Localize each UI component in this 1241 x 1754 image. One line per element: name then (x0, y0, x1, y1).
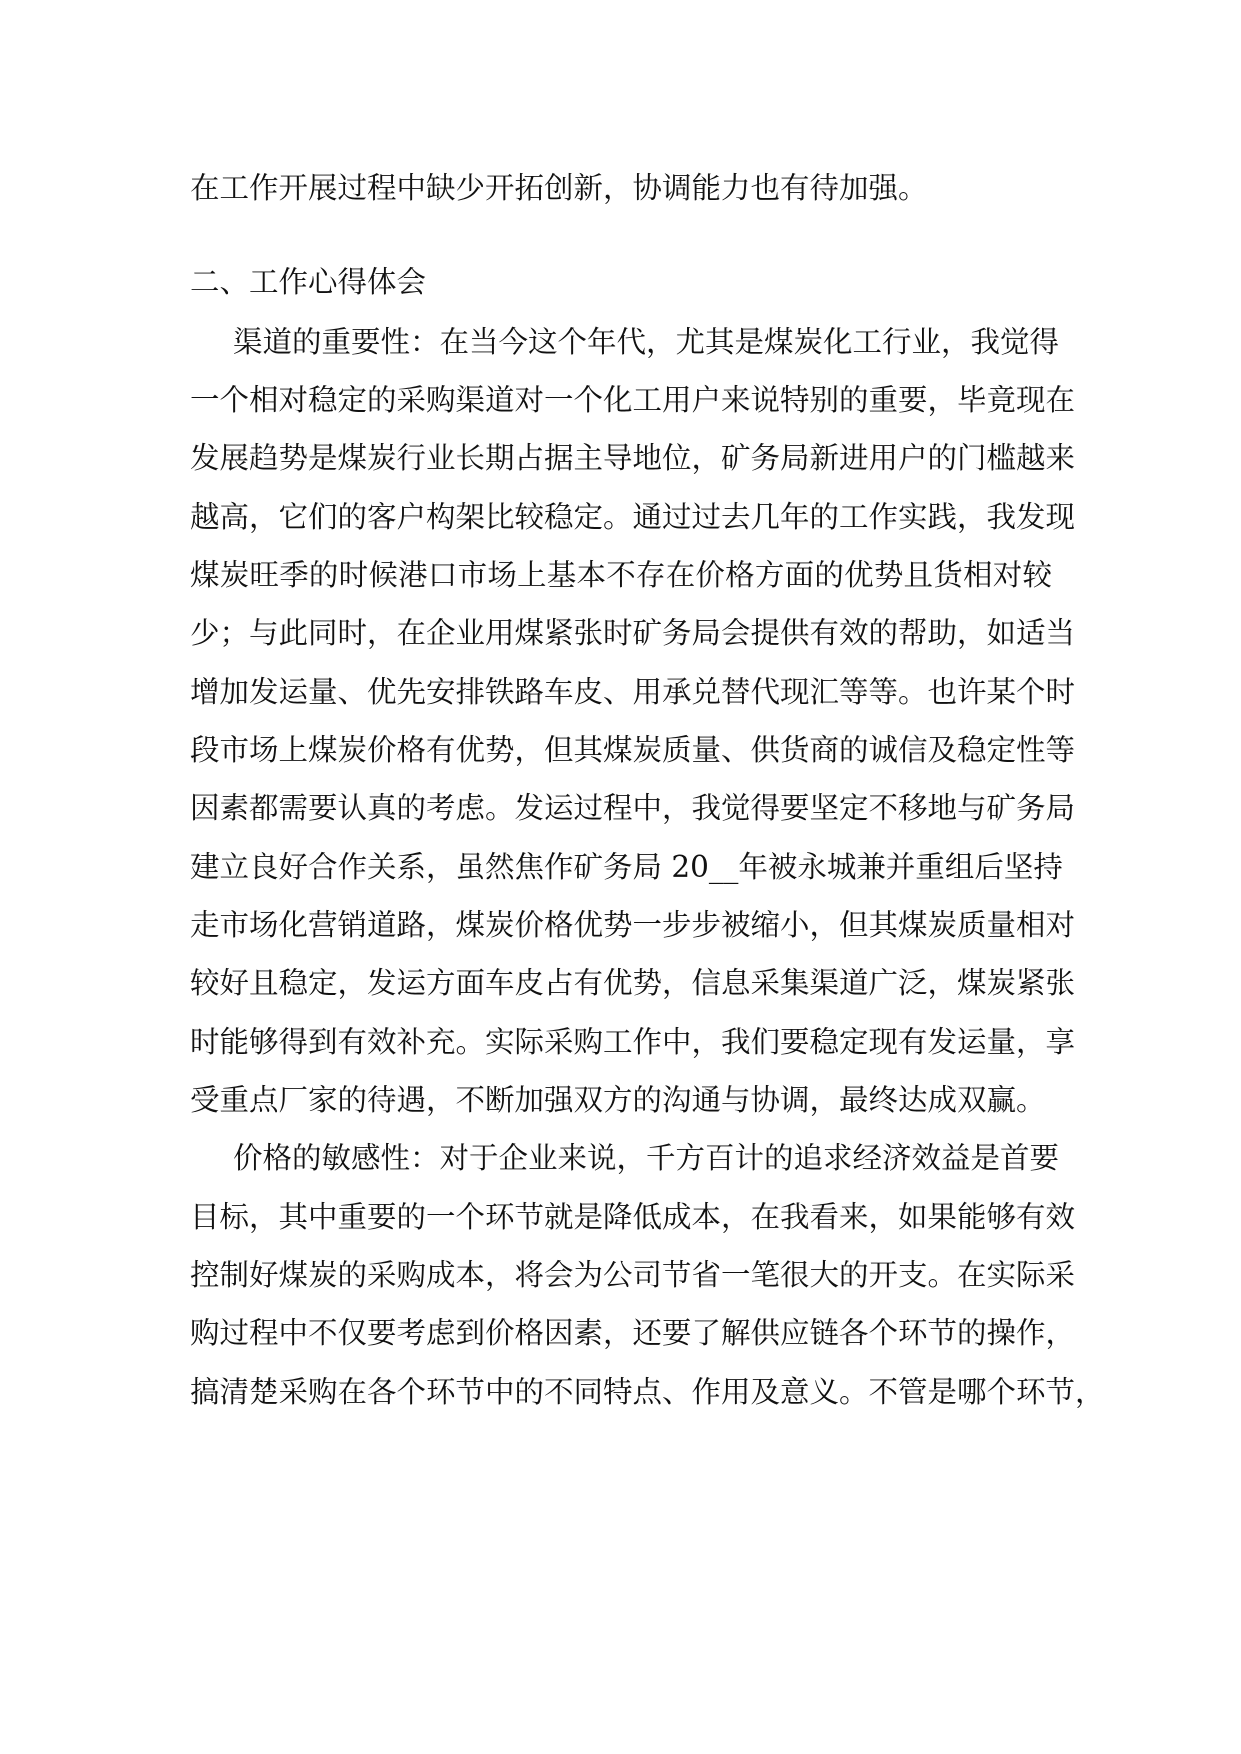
text-line: 一个相对稳定的采购渠道对一个化工用户来说特别的重要，毕竟现在 (190, 383, 1076, 417)
text-line: 越高，它们的客户构架比较稳定。通过过去几年的工作实践，我发现 (190, 500, 1076, 534)
text-line: 渠道的重要性：在当今这个年代，尤其是煤炭化工行业，我觉得 (233, 325, 1060, 359)
text-line: 增加发运量、优先安排铁路车皮、用承兑替代现汇等等。也许某个时 (190, 675, 1076, 709)
text-line: 在工作开展过程中缺少开拓创新，协调能力也有待加强。 (190, 171, 928, 205)
text-line: 煤炭旺季的时候港口市场上基本不存在价格方面的优势且货相对较 (190, 558, 1052, 592)
text-line: 较好且稳定，发运方面车皮占有优势，信息采集渠道广泛，煤炭紧张 (190, 966, 1076, 1000)
text-line: 时能够得到有效补充。实际采购工作中，我们要稳定现有发运量，享 (190, 1025, 1076, 1059)
text-line: 走市场化营销道路，煤炭价格优势一步步被缩小，但其煤炭质量相对 (190, 908, 1076, 942)
text-line: 发展趋势是煤炭行业长期占据主导地位，矿务局新进用户的门槛越来 (190, 441, 1076, 475)
text-line: 段市场上煤炭价格有优势，但其煤炭质量、供货商的诚信及稳定性等 (190, 733, 1076, 767)
text-line: 建立良好合作关系，虽然焦作矿务局 20__年被永城兼并重组后坚持 (190, 850, 1063, 884)
text-line: 少；与此同时，在企业用煤紧张时矿务局会提供有效的帮助，如适当 (190, 616, 1076, 650)
text-line: 搞清楚采购在各个环节中的不同特点、作用及意义。不管是哪个环节， (190, 1375, 1105, 1409)
text-line: 价格的敏感性：对于企业来说，千方百计的追求经济效益是首要 (233, 1141, 1060, 1175)
text-line: 受重点厂家的待遇，不断加强双方的沟通与协调，最终达成双赢。 (190, 1083, 1046, 1117)
text-line: 目标，其中重要的一个环节就是降低成本，在我看来，如果能够有效 (190, 1200, 1076, 1234)
text-line: 因素都需要认真的考虑。发运过程中，我觉得要坚定不移地与矿务局 (190, 791, 1076, 825)
section-heading: 二、工作心得体会 (190, 265, 427, 299)
text-line: 控制好煤炭的采购成本，将会为公司节省一笔很大的开支。在实际采 (190, 1258, 1076, 1292)
text-line: 购过程中不仅要考虑到价格因素，还要了解供应链各个环节的操作， (190, 1316, 1076, 1350)
